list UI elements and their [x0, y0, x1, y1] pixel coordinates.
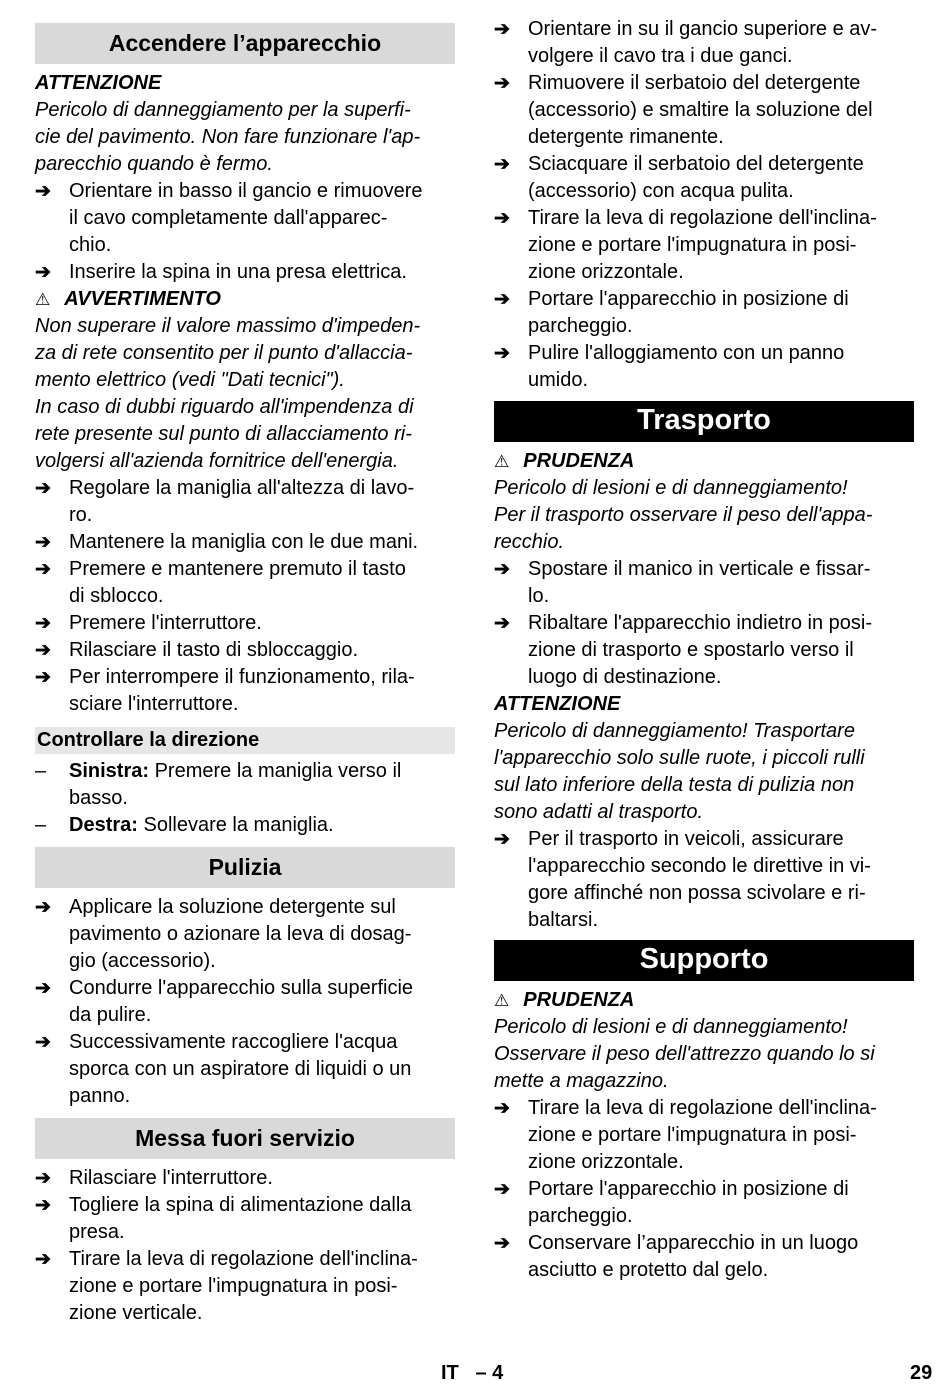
step-item: ➔ Conservare l’apparecchio in un luogo asciutto e protetto dal gelo. — [494, 1230, 914, 1284]
section-title-supporto: Supporto — [494, 940, 914, 981]
section-title-messa-fuori-servizio: Messa fuori servizio — [35, 1118, 455, 1159]
attention-label: ATTENZIONE — [494, 693, 621, 715]
step-list — [35, 475, 455, 718]
step-item: ➔ Inserire la spina in una presa elettrica. — [35, 259, 455, 286]
step-item: ➔ Rilasciare l'interruttore. — [35, 1165, 455, 1192]
attention-text: Pericolo di danneggiamento! Trasportare l'apparecchio solo sulle ruote, i piccoli rulli sul lato inferiore della testa di pulizia non sono adatti al trasporto. — [494, 720, 865, 823]
section-title-pulizia: Pulizia — [35, 847, 455, 888]
warning-label: ⚠ AVVERTIMENTO — [35, 286, 455, 313]
direction-right-text: Sollevare la maniglia. — [143, 814, 334, 836]
direction-right-label: Destra: — [69, 814, 138, 836]
step-item: ➔ Applicare la soluzione detergente sul pavimento o azionare la leva di dosag- gio (accessorio). — [35, 894, 455, 975]
footer-page-number: 29 — [910, 1362, 933, 1384]
step-item: ➔ Pulire l'alloggiamento con un panno umido. — [494, 340, 914, 394]
step-item: ➔ Orientare in su il gancio superiore e av- volgere il cavo tra i due ganci. — [494, 16, 914, 70]
step-list — [494, 826, 914, 934]
step-item: ➔ Regolare la maniglia all'altezza di lavo- ro. — [35, 475, 455, 529]
step-item: ➔ Rilasciare il tasto di sbloccaggio. — [35, 637, 455, 664]
warning-text-2: In caso di dubbi riguardo all'impendenza di rete presente sul punto di allacciamento ri- volgersi all'azienda fornitrice dell'energia. — [35, 396, 414, 472]
caution-label: ⚠ PRUDENZA — [494, 448, 914, 475]
step-item: ➔ Per il trasporto in veicoli, assicurare l'apparecchio secondo le direttive in vi- gore affinché non possa scivolare e ri- baltarsi. — [494, 826, 914, 934]
step-item: ➔ Tirare la leva di regolazione dell'inclina- zione e portare l'impugnatura in posi- zione orizzontale. — [494, 205, 914, 286]
caution-text: Pericolo di lesioni e di danneggiamento! Per il trasporto osservare il peso dell'appa- recchio. — [494, 477, 873, 553]
step-item: ➔ Premere e mantenere premuto il tasto di sblocco. — [35, 556, 455, 610]
step-list — [494, 556, 914, 691]
left-column — [35, 16, 455, 1327]
step-item: ➔ Tirare la leva di regolazione dell'inclina- zione e portare l'impugnatura in posi- zione orizzontale. — [494, 1095, 914, 1176]
step-list — [35, 178, 455, 286]
step-item: ➔ Mantenere la maniglia con le due mani. — [35, 529, 455, 556]
attention-text: Pericolo di danneggiamento per la superfi- cie del pavimento. Non fare funzionare l'ap- parecchio quando è fermo. — [35, 99, 421, 175]
step-item: ➔ Sciacquare il serbatoio del detergente (accessorio) con acqua pulita. — [494, 151, 914, 205]
step-item: ➔ Condurre l'apparecchio sulla superficie da pulire. — [35, 975, 455, 1029]
step-item: ➔ Per interrompere il funzionamento, rila- sciare l'interruttore. — [35, 664, 455, 718]
caution-text: Pericolo di lesioni e di danneggiamento! Osservare il peso dell'attrezzo quando lo si mette a magazzino. — [494, 1016, 875, 1092]
right-column — [494, 16, 914, 1284]
step-item: ➔ Ribaltare l'apparecchio indietro in posi- zione di trasporto e spostarlo verso il luogo di destinazione. — [494, 610, 914, 691]
section-title-direzione: Controllare la direzione — [35, 727, 455, 754]
step-item: ➔ Orientare in basso il gancio e rimuovere il cavo completamente dall'apparec- chio. — [35, 178, 455, 259]
step-item: ➔ Rimuovere il serbatoio del detergente (accessorio) e smaltire la soluzione del detergente rimanente. — [494, 70, 914, 151]
step-item: ➔ Premere l'interruttore. — [35, 610, 455, 637]
direction-left — [35, 758, 455, 812]
caution-label: ⚠ PRUDENZA — [494, 987, 914, 1014]
section-title-trasporto: Trasporto — [494, 401, 914, 442]
section-title-accendere: Accendere l’apparecchio — [35, 23, 455, 64]
direction-right — [35, 812, 455, 839]
step-item: ➔ Portare l'apparecchio in posizione di parcheggio. — [494, 286, 914, 340]
step-item: ➔ Portare l'apparecchio in posizione di parcheggio. — [494, 1176, 914, 1230]
step-list — [494, 16, 914, 394]
step-item: ➔ Spostare il manico in verticale e fissar- lo. — [494, 556, 914, 610]
step-list — [35, 1165, 455, 1327]
step-list — [494, 1095, 914, 1284]
direction-left-label: Sinistra: — [69, 760, 150, 782]
step-list — [35, 894, 455, 1110]
warning-text: Non superare il valore massimo d'impeden- za di rete consentito per il punto d'allaccia- mento elettrico (vedi "Dati tecnici"). — [35, 315, 421, 391]
attention-label: ATTENZIONE — [35, 72, 162, 94]
step-item: ➔ Successivamente raccogliere l'acqua sporca con un aspiratore di liquidi o un panno. — [35, 1029, 455, 1110]
footer-language-page: IT – 4 — [441, 1362, 504, 1384]
step-item: ➔ Tirare la leva di regolazione dell'inclina- zione e portare l'impugnatura in posi- zione verticale. — [35, 1246, 455, 1327]
direction-left-text: Premere la maniglia verso il basso. — [69, 760, 402, 809]
step-item: ➔ Togliere la spina di alimentazione dalla presa. — [35, 1192, 455, 1246]
